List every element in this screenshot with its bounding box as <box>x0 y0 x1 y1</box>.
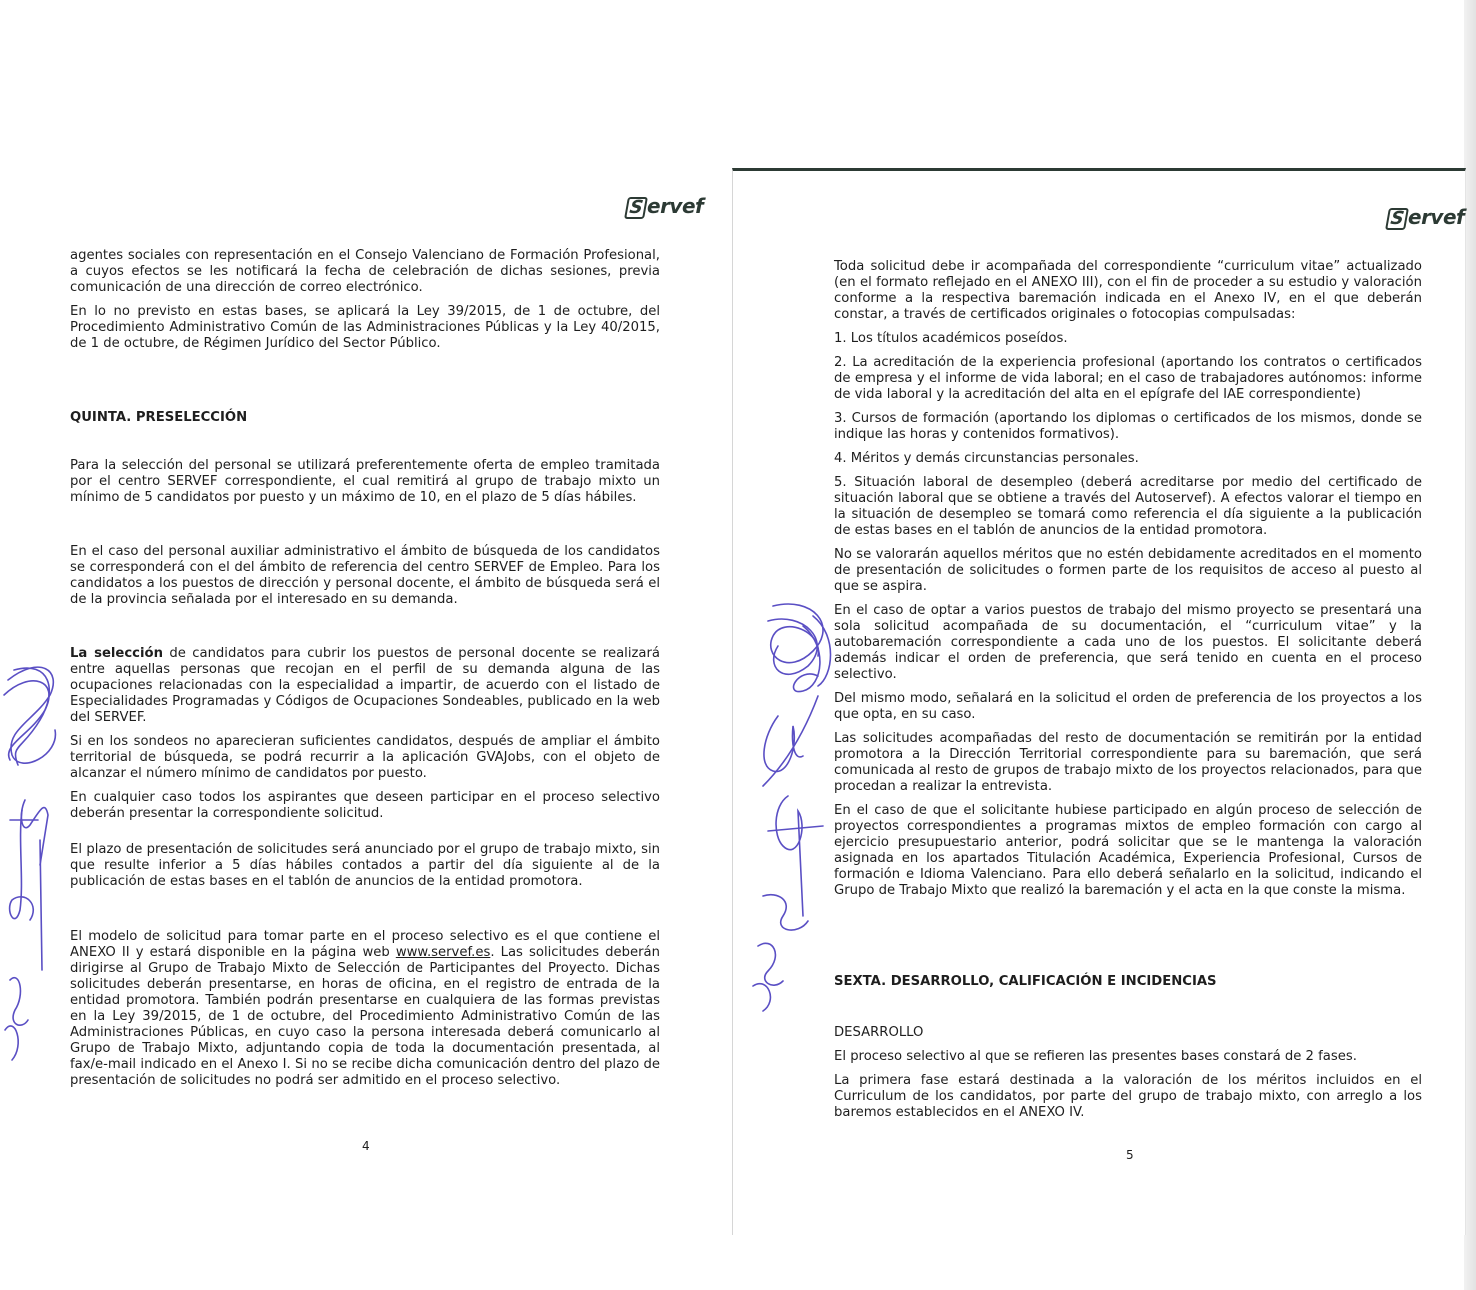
right-body-bottom <box>834 1025 1422 1129</box>
list-item: 1. Los títulos académicos poseídos. <box>834 331 1068 346</box>
left-body-mid <box>70 458 660 830</box>
left-section-quinta <box>70 410 660 434</box>
paragraph: La selección de candidatos para cubrir los puestos de personal docente se realizará entre aquellas personas que recojan en el perfil de su demanda alguna de las ocupaciones relacionadas con la especialidad a impartir, de acuerdo con el listado de Especialidades Programadas y Códigos de Ocupaciones Sondeables, publicado en la web del SERVEF. <box>70 646 660 725</box>
paragraph: Si en los sondeos no aparecieran suficientes candidatos, después de ampliar el ámbito territorial de búsqueda, se podrá recurrir a la aplicación GVAJobs, con el objeto de alcanzar el número mínimo de candidatos por puesto. <box>70 734 660 781</box>
paragraph: Toda solicitud debe ir acompañada del correspondiente “curriculum vitae” actualizado (en el formato reflejado en el ANEXO III), con el fin de proceder a su estudio y valoración conforme a la respectiva baremación indicada en el Anexo IV, en el que deberán constar, a través de certificados originales o fotocopias compulsadas: <box>834 259 1422 322</box>
paragraph: Las solicitudes acompañadas del resto de documentación se remitirán por la entidad promotora a la Dirección Territorial correspondiente para su baremación, que será comunicada al resto de grupos de trabajo mixto de los proyectos relacionados, para que procedan a realizar la entrevista. <box>834 731 1422 794</box>
paragraph: El plazo de presentación de solicitudes será anunciado por el grupo de trabajo mixto, sin que resulte inferior a 5 días hábiles contados a partir del día siguiente al de la publicación de estas bases en el tablón de anuncios de la entidad promotora. <box>70 842 660 889</box>
paragraph: El modelo de solicitud para tomar parte en el proceso selectivo es el que contiene el ANEXO II y estará disponible en la página web www.servef.es. Las solicitudes deberán dirigirse al Grupo de Trabajo Mixto de Selección de Participantes del Proyecto. Dichas solicitudes deberán presentarse, en horas de oficina, en el registro de entrada de la entidad promotora. También podrán presentarse en cualquiera de las formas previstas en la Ley 39/2015, de 1 de octubre, del Procedimiento Administrativo Común de las Administraciones Públicas, en cuyo caso la persona interesada deberá comunicarlo al Grupo de Trabajo Mixto, adjuntando copia de toda la documentación presentada, al fax/e-mail indicado en el Anexo I. Si no se recibe dicha comunicación dentro del plazo de presentación de solicitudes no podrá ser admitido en el proceso selectivo. <box>70 929 660 1088</box>
list-item: 3. Cursos de formación (aportando los diplomas o certificados de los mismos, donde se indique las horas y contenidos formativos). <box>834 411 1422 442</box>
right-body-top <box>834 259 1422 907</box>
right-section-sexta <box>834 974 1422 998</box>
left-body-plazo <box>70 842 660 898</box>
left-body-modelo <box>70 929 660 1097</box>
paragraph: La primera fase estará destinada a la valoración de los méritos incluidos en el Curriculum de los candidatos, por parte del grupo de trabajo mixto, con arreglo a los baremos establecidos en el ANEXO IV. <box>834 1073 1422 1120</box>
paragraph: En cualquier caso todos los aspirantes que deseen participar en el proceso selectivo deberán presentar la correspondiente solicitud. <box>70 790 660 821</box>
paragraph: El proceso selectivo al que se refieren las presentes bases constará de 2 fases. <box>834 1049 1357 1064</box>
page-number-left: 4 <box>362 1139 370 1153</box>
list-item: 2. La acreditación de la experiencia profesional (aportando los contratos o certificados de empresa y el informe de vida laboral; en el caso de trabajadores autónomos: informe de vida laboral y la acreditación del alta en el epígrafe del IAE correspondiente) <box>834 355 1422 402</box>
signature-left <box>0 650 70 1080</box>
page-number-right: 5 <box>1126 1148 1134 1162</box>
paragraph: Para la selección del personal se utilizará preferentemente oferta de empleo tramitada por el centro SERVEF correspondiente, el cual remitirá al grupo de trabajo mixto un mínimo de 5 candidatos por puesto y un máximo de 10, en el plazo de 5 días hábiles. <box>70 458 660 505</box>
section-heading: QUINTA. PRESELECCIÓN <box>70 410 248 425</box>
subheading: DESARROLLO <box>834 1025 924 1040</box>
list-item: 5. Situación laboral de desempleo (deberá acreditarse por medio del certificado de situación laboral que se obtiene a través del Autoservef). A efectos valorar el tiempo en la situación de desempleo se tomará como referencia el día siguiente a la publicación de estas bases en el tablón de anuncios de la entidad promotora. <box>834 475 1422 538</box>
servef-logo-right: S ervef <box>1387 205 1464 230</box>
page-right <box>732 168 1466 1235</box>
paragraph: No se valorarán aquellos méritos que no estén debidamente acreditados en el momento de presentación de solicitudes o formen parte de los requisitos de acceso al puesto al que se aspira. <box>834 547 1422 594</box>
paragraph: En lo no previsto en estas bases, se aplicará la Ley 39/2015, de 1 de octubre, del Procedimiento Administrativo Común de las Administraciones Públicas y la Ley 40/2015, de 1 de octubre, de Régimen Jurídico del Sector Público. <box>70 304 660 351</box>
page-left <box>0 0 732 1290</box>
servef-logo-left: S ervef <box>626 194 703 219</box>
paragraph: Del mismo modo, señalará en la solicitud el orden de preferencia de los proyectos a los que opta, en su caso. <box>834 691 1422 722</box>
list-item: 4. Méritos y demás circunstancias personales. <box>834 451 1139 466</box>
signature-right <box>743 596 843 1016</box>
paragraph: En el caso de optar a varios puestos de trabajo del mismo proyecto se presentará una sola solicitud acompañada de su documentación, el “curriculum vitae” y la autobaremación correspondiente a cada uno de los puestos. El solicitante deberá además indicar el orden de preferencia, que será tenido en cuenta en el proceso selectivo. <box>834 603 1422 682</box>
paragraph: En el caso del personal auxiliar administrativo el ámbito de búsqueda de los candidatos se corresponderá con el del ámbito de referencia del centro SERVEF de Empleo. Para los candidatos a los puestos de dirección y personal docente, el ámbito de búsqueda será el de la provincia señalada por el interesado en su demanda. <box>70 544 660 607</box>
paragraph: agentes sociales con representación en el Consejo Valenciano de Formación Profesional, a cuyos efectos se les notificará la fecha de celebración de dichas sesiones, previa comunicación de una dirección de correo electrónico. <box>70 248 660 295</box>
left-body-top <box>70 248 660 360</box>
section-heading: SEXTA. DESARROLLO, CALIFICACIÓN E INCIDENCIAS <box>834 974 1217 989</box>
servef-website-link[interactable]: www.servef.es <box>395 945 491 960</box>
paragraph: En el caso de que el solicitante hubiese participado en algún proceso de selección de proyectos correspondientes a programas mixtos de empleo formación con cargo al ejercicio presupuestario anterior, podrá solicitar que se le mantenga la valoración asignada en los apartados Titulación Académica, Experiencia Profesional, Cursos de formación e Idioma Valenciano. Para ello deberá señalarlo en la solicitud, indicando el Grupo de Trabajo Mixto que realizó la baremación y el acta en la que conste la misma. <box>834 803 1422 898</box>
